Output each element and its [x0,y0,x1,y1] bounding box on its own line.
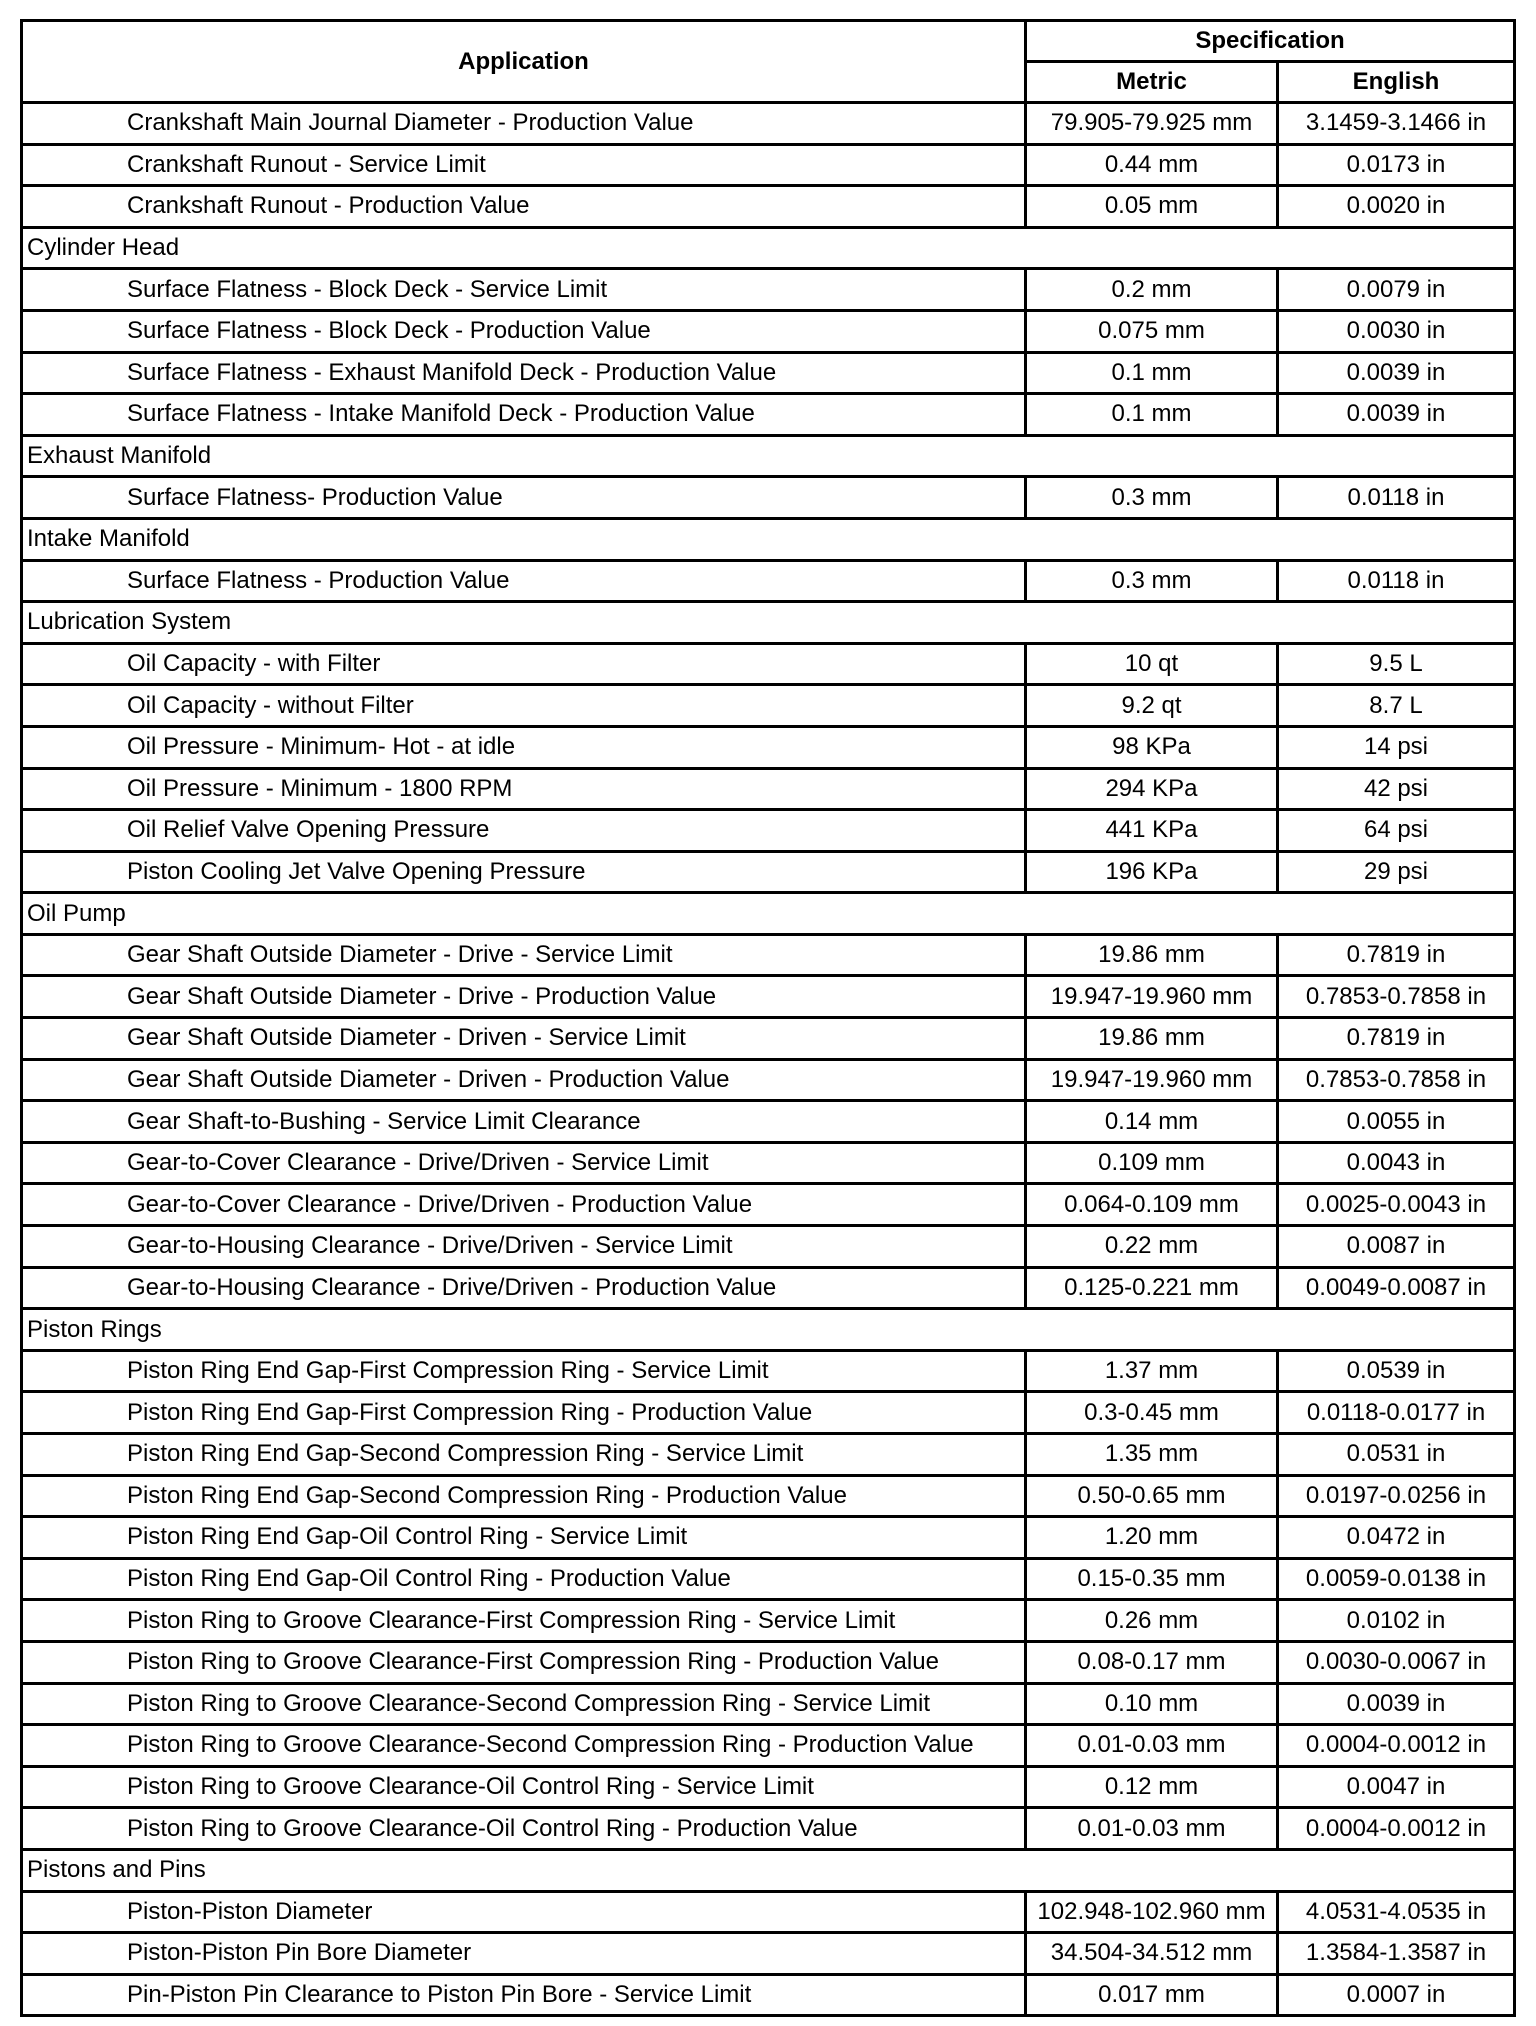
english-cell: 0.0118 in [1278,477,1515,519]
application-cell: Surface Flatness - Block Deck - Service Limit [22,269,1026,311]
metric-cell: 0.22 mm [1026,1226,1278,1268]
section-row [22,435,1515,477]
metric-cell: 0.50-0.65 mm [1026,1475,1278,1517]
table-row [22,1641,1515,1683]
metric-cell: 9.2 qt [1026,685,1278,727]
english-cell: 64 psi [1278,810,1515,852]
application-cell: Surface Flatness - Production Value [22,560,1026,602]
specification-table [20,19,1516,2017]
english-cell: 29 psi [1278,851,1515,893]
metric-cell: 196 KPa [1026,851,1278,893]
metric-cell: 34.504-34.512 mm [1026,1933,1278,1975]
english-cell: 0.0118 in [1278,560,1515,602]
application-cell: Crankshaft Main Journal Diameter - Production Value [22,103,1026,145]
metric-cell: 102.948-102.960 mm [1026,1891,1278,1933]
metric-cell: 0.017 mm [1026,1974,1278,2016]
application-cell: Piston Ring End Gap-Oil Control Ring - Production Value [22,1558,1026,1600]
application-cell: Oil Capacity - without Filter [22,685,1026,727]
table-row [22,1226,1515,1268]
application-cell: Gear-to-Housing Clearance - Drive/Driven - Production Value [22,1267,1026,1309]
table-row [22,394,1515,436]
application-cell: Piston-Piston Pin Bore Diameter [22,1933,1026,1975]
application-cell: Surface Flatness - Intake Manifold Deck - Production Value [22,394,1026,436]
metric-cell: 19.947-19.960 mm [1026,976,1278,1018]
metric-cell: 0.01-0.03 mm [1026,1725,1278,1767]
table-row [22,976,1515,1018]
metric-cell: 0.2 mm [1026,269,1278,311]
application-cell: Piston Ring to Groove Clearance-Oil Control Ring - Service Limit [22,1766,1026,1808]
table-row [22,685,1515,727]
english-cell: 0.0004-0.0012 in [1278,1725,1515,1767]
metric-cell: 98 KPa [1026,726,1278,768]
section-title: Piston Rings [22,1309,1515,1351]
english-cell: 0.0039 in [1278,1683,1515,1725]
english-cell: 0.0020 in [1278,186,1515,228]
application-cell: Surface Flatness - Exhaust Manifold Deck - Production Value [22,352,1026,394]
section-row [22,1309,1515,1351]
table-row [22,352,1515,394]
english-cell: 0.0539 in [1278,1350,1515,1392]
application-cell: Oil Capacity - with Filter [22,643,1026,685]
english-cell: 0.0472 in [1278,1517,1515,1559]
table-row [22,477,1515,519]
table-row [22,726,1515,768]
metric-cell: 0.125-0.221 mm [1026,1267,1278,1309]
application-cell: Piston Ring to Groove Clearance-Second Compression Ring - Production Value [22,1725,1026,1767]
metric-cell: 10 qt [1026,643,1278,685]
metric-cell: 0.26 mm [1026,1600,1278,1642]
table-row [22,1267,1515,1309]
table-row [22,1974,1515,2016]
metric-cell: 0.05 mm [1026,186,1278,228]
english-cell: 0.7819 in [1278,934,1515,976]
specification-header: Specification [1026,21,1515,62]
table-row [22,103,1515,145]
metric-cell: 0.1 mm [1026,394,1278,436]
section-title: Cylinder Head [22,227,1515,269]
metric-cell: 0.3 mm [1026,477,1278,519]
english-cell: 0.0007 in [1278,1974,1515,2016]
table-row [22,1600,1515,1642]
metric-cell: 1.20 mm [1026,1517,1278,1559]
metric-cell: 0.3 mm [1026,560,1278,602]
application-cell: Oil Pressure - Minimum- Hot - at idle [22,726,1026,768]
metric-header: Metric [1026,62,1278,103]
metric-cell: 1.35 mm [1026,1434,1278,1476]
metric-cell: 0.1 mm [1026,352,1278,394]
application-cell: Gear Shaft Outside Diameter - Drive - Production Value [22,976,1026,1018]
table-row [22,1101,1515,1143]
application-cell: Piston Ring to Groove Clearance-First Compression Ring - Production Value [22,1641,1026,1683]
metric-cell: 1.37 mm [1026,1350,1278,1392]
section-row [22,518,1515,560]
section-row [22,1849,1515,1891]
english-cell: 0.7853-0.7858 in [1278,1059,1515,1101]
application-cell: Piston-Piston Diameter [22,1891,1026,1933]
application-cell: Piston Ring End Gap-Second Compression Ring - Production Value [22,1475,1026,1517]
english-cell: 0.0102 in [1278,1600,1515,1642]
application-cell: Surface Flatness - Block Deck - Production Value [22,310,1026,352]
application-cell: Gear-to-Housing Clearance - Drive/Driven - Service Limit [22,1226,1026,1268]
english-cell: 0.7819 in [1278,1018,1515,1060]
metric-cell: 0.109 mm [1026,1142,1278,1184]
section-title: Intake Manifold [22,518,1515,560]
application-cell: Piston Ring End Gap-First Compression Ring - Service Limit [22,1350,1026,1392]
table-row [22,1725,1515,1767]
application-cell: Piston Ring to Groove Clearance-Oil Control Ring - Production Value [22,1808,1026,1850]
application-cell: Piston Ring to Groove Clearance-Second Compression Ring - Service Limit [22,1683,1026,1725]
section-row [22,227,1515,269]
english-cell: 0.7853-0.7858 in [1278,976,1515,1018]
english-cell: 0.0039 in [1278,352,1515,394]
english-cell: 0.0025-0.0043 in [1278,1184,1515,1226]
section-title: Lubrication System [22,602,1515,644]
english-cell: 42 psi [1278,768,1515,810]
table-row [22,1808,1515,1850]
metric-cell: 0.10 mm [1026,1683,1278,1725]
application-cell: Oil Pressure - Minimum - 1800 RPM [22,768,1026,810]
table-row [22,1059,1515,1101]
table-row [22,186,1515,228]
application-cell: Crankshaft Runout - Service Limit [22,144,1026,186]
metric-cell: 79.905-79.925 mm [1026,103,1278,145]
english-cell: 0.0531 in [1278,1434,1515,1476]
application-cell: Piston Ring to Groove Clearance-First Compression Ring - Service Limit [22,1600,1026,1642]
table-row [22,269,1515,311]
table-row [22,810,1515,852]
section-row [22,602,1515,644]
english-cell: 8.7 L [1278,685,1515,727]
english-cell: 0.0173 in [1278,144,1515,186]
table-row [22,768,1515,810]
table-row [22,1891,1515,1933]
english-cell: 0.0030 in [1278,310,1515,352]
application-cell: Gear-to-Cover Clearance - Drive/Driven - Production Value [22,1184,1026,1226]
application-cell: Surface Flatness- Production Value [22,477,1026,519]
application-header: Application [22,21,1026,103]
table-row [22,144,1515,186]
application-cell: Oil Relief Valve Opening Pressure [22,810,1026,852]
application-cell: Piston Ring End Gap-Second Compression Ring - Service Limit [22,1434,1026,1476]
english-cell: 9.5 L [1278,643,1515,685]
section-title: Oil Pump [22,893,1515,935]
english-cell: 0.0059-0.0138 in [1278,1558,1515,1600]
english-cell: 0.0043 in [1278,1142,1515,1184]
header-row-top [22,21,1515,62]
metric-cell: 19.86 mm [1026,1018,1278,1060]
table-header [22,21,1515,103]
metric-cell: 0.3-0.45 mm [1026,1392,1278,1434]
english-cell: 4.0531-4.0535 in [1278,1891,1515,1933]
table-row [22,1142,1515,1184]
application-cell: Crankshaft Runout - Production Value [22,186,1026,228]
section-title: Exhaust Manifold [22,435,1515,477]
metric-cell: 19.947-19.960 mm [1026,1059,1278,1101]
table-row [22,1434,1515,1476]
english-cell: 1.3584-1.3587 in [1278,1933,1515,1975]
metric-cell: 0.44 mm [1026,144,1278,186]
metric-cell: 0.08-0.17 mm [1026,1641,1278,1683]
table-row [22,1392,1515,1434]
english-cell: 0.0004-0.0012 in [1278,1808,1515,1850]
table-body [22,103,1515,2016]
application-cell: Gear Shaft-to-Bushing - Service Limit Clearance [22,1101,1026,1143]
table-row [22,934,1515,976]
application-cell: Pin-Piston Pin Clearance to Piston Pin Bore - Service Limit [22,1974,1026,2016]
table-row [22,1018,1515,1060]
english-cell: 0.0055 in [1278,1101,1515,1143]
section-row [22,893,1515,935]
english-cell: 3.1459-3.1466 in [1278,103,1515,145]
table-row [22,1683,1515,1725]
application-cell: Piston Ring End Gap-First Compression Ring - Production Value [22,1392,1026,1434]
table-row [22,310,1515,352]
table-row [22,1184,1515,1226]
english-header: English [1278,62,1515,103]
table-row [22,560,1515,602]
metric-cell: 0.075 mm [1026,310,1278,352]
english-cell: 0.0047 in [1278,1766,1515,1808]
application-cell: Gear Shaft Outside Diameter - Driven - Production Value [22,1059,1026,1101]
table-row [22,1766,1515,1808]
metric-cell: 0.01-0.03 mm [1026,1808,1278,1850]
table-row [22,1475,1515,1517]
application-cell: Gear Shaft Outside Diameter - Drive - Service Limit [22,934,1026,976]
english-cell: 0.0030-0.0067 in [1278,1641,1515,1683]
metric-cell: 441 KPa [1026,810,1278,852]
table-row [22,643,1515,685]
section-title: Pistons and Pins [22,1849,1515,1891]
english-cell: 0.0049-0.0087 in [1278,1267,1515,1309]
metric-cell: 0.15-0.35 mm [1026,1558,1278,1600]
english-cell: 14 psi [1278,726,1515,768]
application-cell: Piston Cooling Jet Valve Opening Pressure [22,851,1026,893]
table-row [22,851,1515,893]
application-cell: Gear-to-Cover Clearance - Drive/Driven - Service Limit [22,1142,1026,1184]
english-cell: 0.0118-0.0177 in [1278,1392,1515,1434]
table-row [22,1350,1515,1392]
metric-cell: 0.064-0.109 mm [1026,1184,1278,1226]
table-row [22,1517,1515,1559]
table-row [22,1558,1515,1600]
metric-cell: 0.14 mm [1026,1101,1278,1143]
english-cell: 0.0197-0.0256 in [1278,1475,1515,1517]
application-cell: Gear Shaft Outside Diameter - Driven - Service Limit [22,1018,1026,1060]
english-cell: 0.0039 in [1278,394,1515,436]
metric-cell: 19.86 mm [1026,934,1278,976]
metric-cell: 0.12 mm [1026,1766,1278,1808]
metric-cell: 294 KPa [1026,768,1278,810]
english-cell: 0.0087 in [1278,1226,1515,1268]
english-cell: 0.0079 in [1278,269,1515,311]
application-cell: Piston Ring End Gap-Oil Control Ring - Service Limit [22,1517,1026,1559]
table-row [22,1933,1515,1975]
